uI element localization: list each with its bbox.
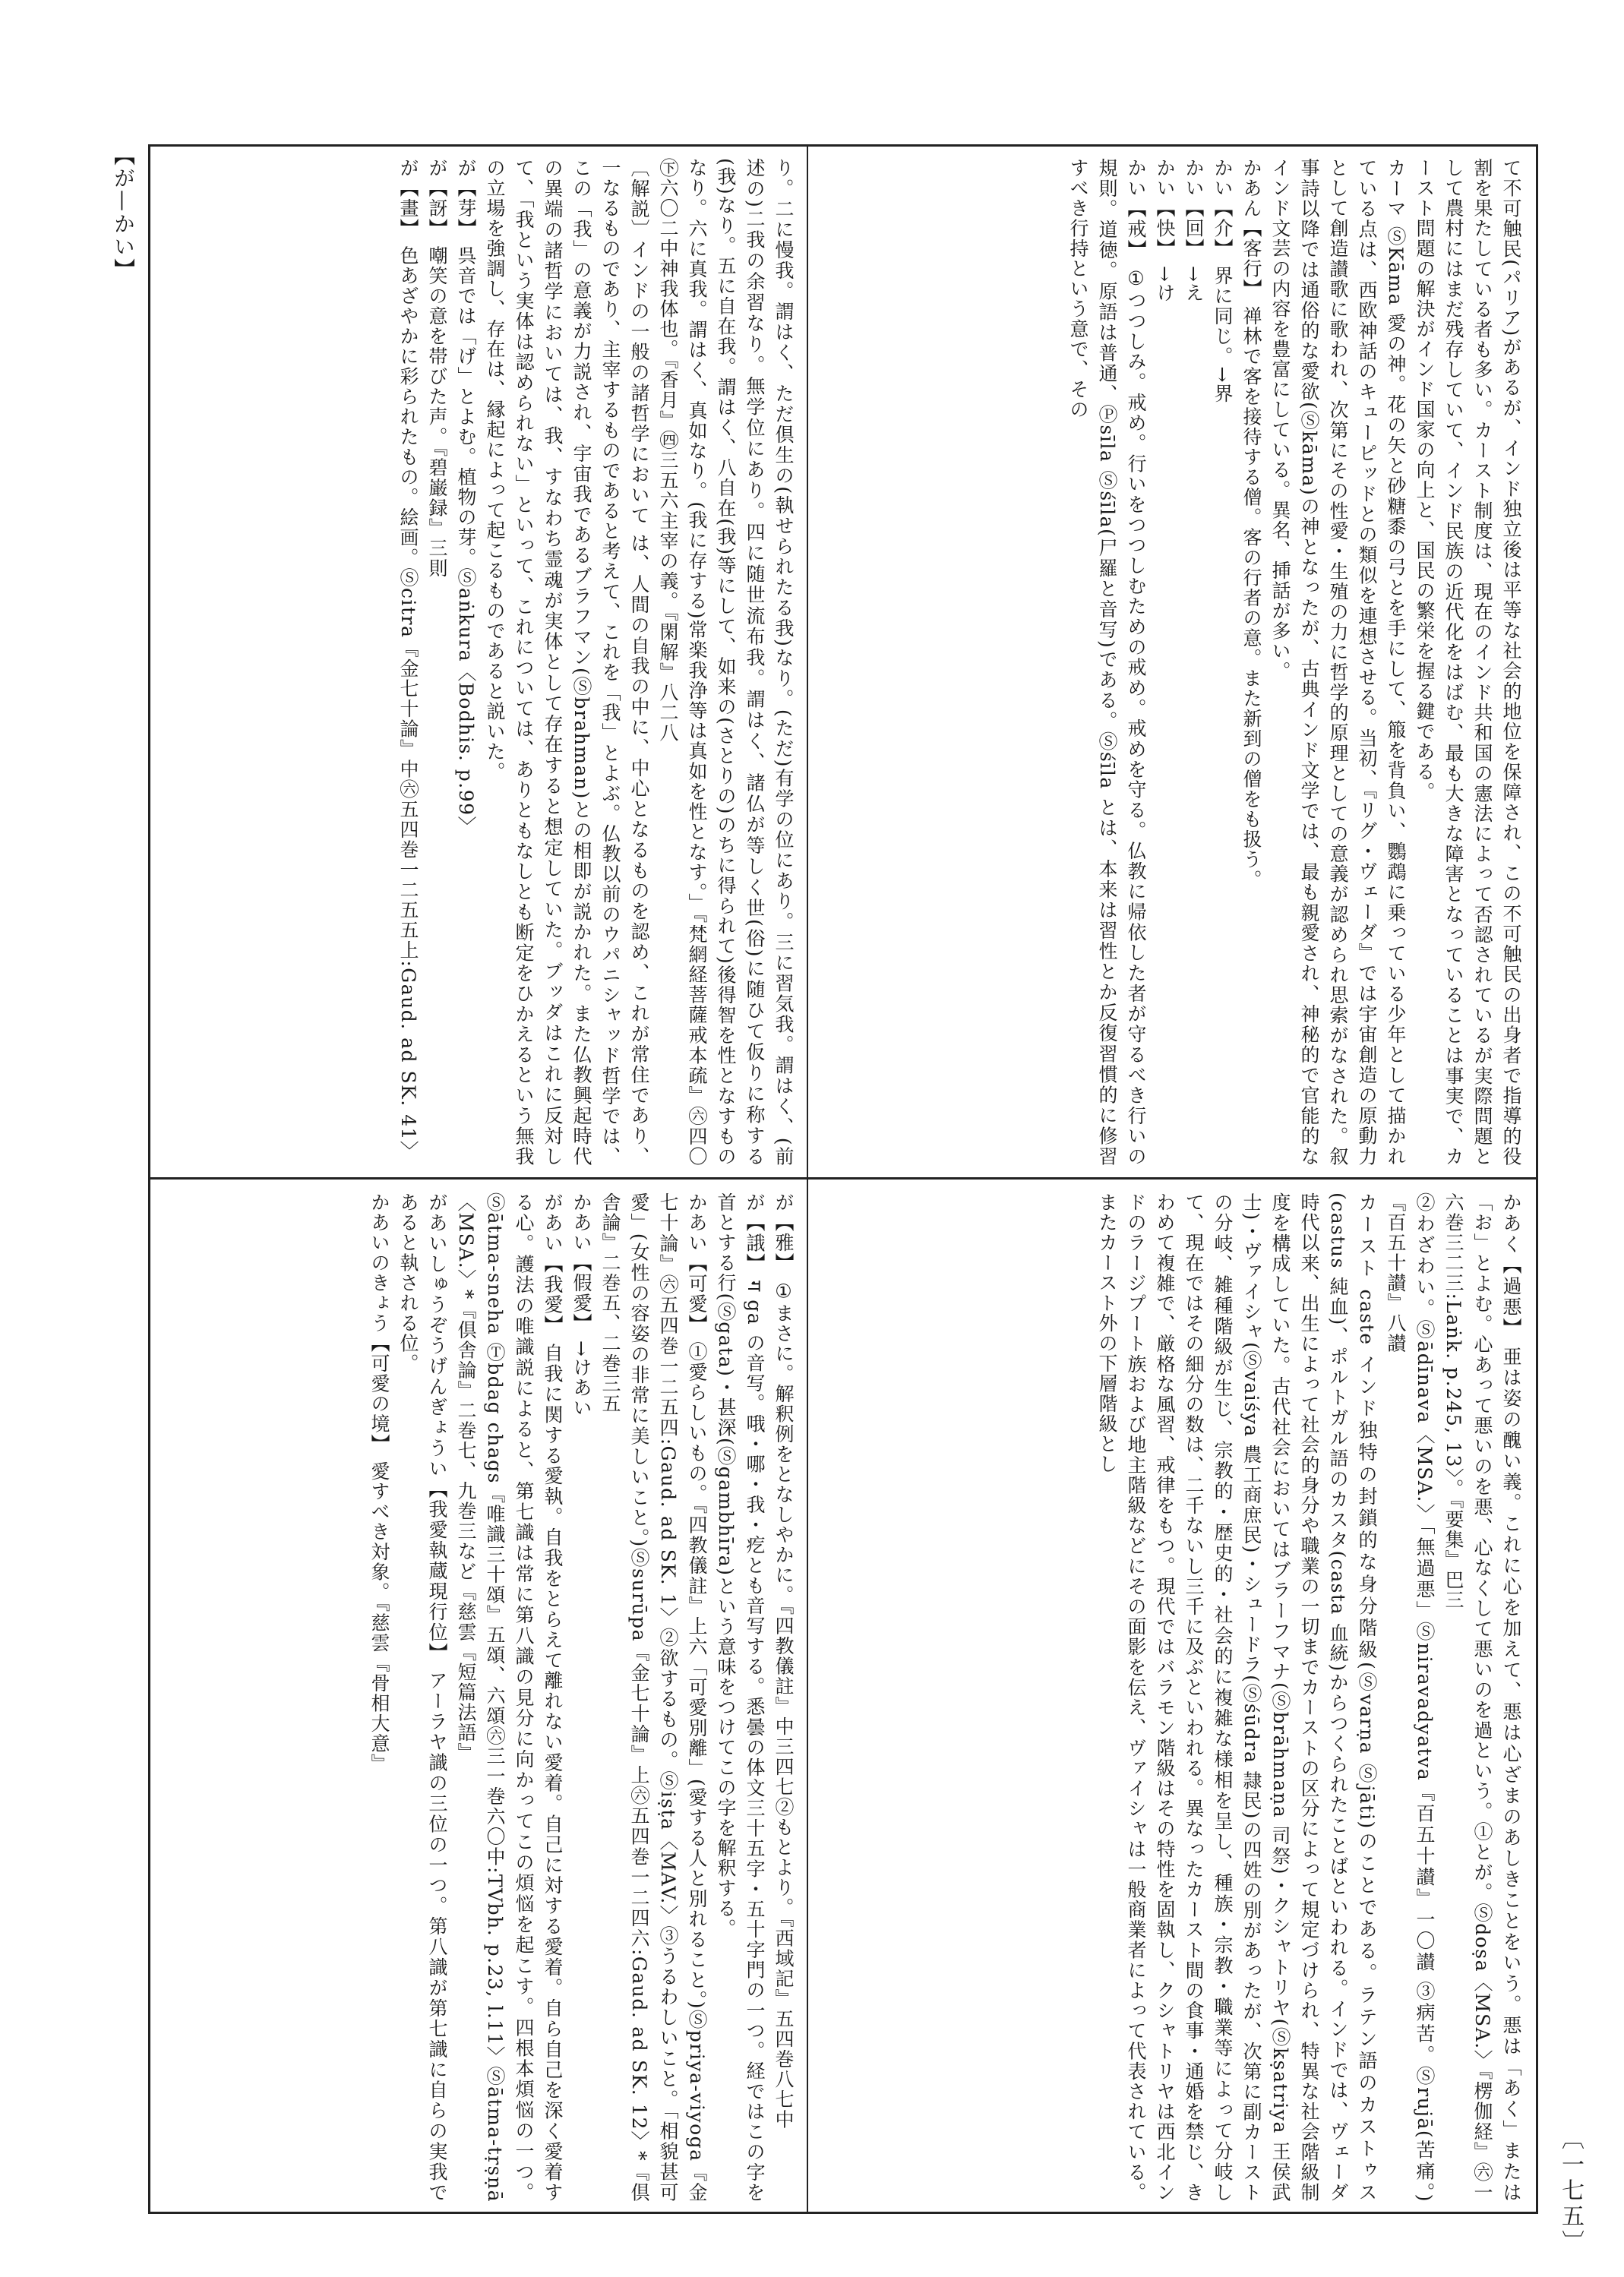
text-block: り。二に慢我。謂はく、ただ倶生の(執せられたる我)なり。(ただ)有学の位にあり。三に習気我。謂はく、(前述の)二我の余習なり。無学位にあり。四に随世流布我。謂はく、諸仏が等しく世(俗)に随ひて仮りに称する(我)なり。五に自在我。謂はく、八自在(我)等にして、如来の(さとりの)のちに得られて)後得智を性となすものなり。六に真我。謂はく、真如なり。(我に存する)常楽我浄等は真如を性となす。」『梵網経菩薩戒本疏』㊅四〇㊦六〇二中神我体也。『香月』㊃三五六主宰の義。『閑解』八二八 (657, 158, 795, 1167)
entry-kama: カーマ ⓈKāma 愛の神。花の矢と砂糖黍の弓とを手にして、箙を背負い、鸚鵡に乗っている少年として描かれている点は、西欧神話のキューピッドとの類似を連想させる。当初、『リグ・ヴェーダ』では宇宙創造の原動力として創造讃歌に歌われ、次第にその性愛・生殖の力に哲学的原理としての意義が認められ思索がなされた。叙事詩以降では通俗的な愛欲(Ⓢkāma)の神となったが、古典インド文学では、最も親愛され、神秘的で官能的なインド文芸の内容を豊富にしている。異名、挿話が多い。 (1269, 158, 1407, 1167)
vertical-divider-bottom (807, 1179, 808, 2214)
entry-kai-ke: かい【快】 →け (1154, 158, 1176, 303)
entry-kai-kai: かい【介】 界に同じ。→界 (1212, 158, 1234, 404)
column-bottom-left (161, 1192, 798, 2203)
entry-ga-e: が【畫】 色あざやかに彩られたもの。絵画。Ⓢcitra『金七十論』中㊅五四巻一二五五上:Gaud. ad SK. 41〉 (397, 158, 419, 1161)
text-block: て不可触民(パリア)があるが、インド独立後は平等な社会的地位を保障され、この不可触民の出身者で指導的役割を果たしている者も多い。カースト制度は、現在のインド共和国の憲法によって否認されているが実際問題として農村にはまだ残存していて、インド民族の近代化をはばむ、最も大きな障害となっていることは事実で、カースト問題の解決がインド国家の向上と、国民の繁栄を握る鍵である。 (1414, 158, 1522, 1167)
entry-kaan: かあん【客行】 禅林で客を接待する僧。客の行者の意。また新到の僧をも扱う。 (1240, 158, 1262, 890)
vertical-divider-top (807, 144, 808, 1177)
entry-kaai: かあい【可愛】 ①愛らしいもの。『四教儀註』上六「可愛別離」(愛する人と別れること。)Ⓢpriya-viyoga『金七十論』㊅五四巻一二五四:Gaud. ad SK. 1〉②欲するもの。Ⓢiṣṭa〈MAV.〉③うるわしいこと。「相貌甚可愛」(女性の容姿の非常に美しいこと。)Ⓢsurūpa『金七十論』上㊅五四巻一二四六:Gaud. ad SK. 12〉*『倶舎論』二巻五、二巻三五 (599, 1192, 708, 2203)
entry-kai-e: かい【回】 →え (1183, 158, 1205, 303)
entry-gaai: があい【我愛】 自我に関する愛執。自我をとらえて離れない愛着。自己に対する愛着。自ら自己を深く愛着する心。護法の唯識説によると、第七識は常に第八識の見分に向かってこの煩悩を起こす。四根本煩悩の一つ。Ⓢātma-sneha Ⓣbdag chags『唯識三十頌』五頌、六頌㊅三一巻六〇中:TVbh. p.23, l.11〉Ⓢātma-tṛṣṇā〈MSA.〉*『倶舎論』二巻七、九巻三など『慈雲『短篇法語』 (455, 1192, 564, 2203)
column-top-left (161, 158, 798, 1167)
column-top-right (819, 158, 1525, 1167)
entry-kaaku: かあく【過悪】 亜は姿の醜い義。これに心を加えて、悪は心ざまのあしきことをいう。悪は「あく」または「お」とよむ。心あって悪いのを悪、心なくして悪いのを過という。①とが。Ⓢdoṣa〈MSA.〉『楞伽経』㊅一六巻三二三:Laṅk. p.245, 13〉。『要集』巴三 (1442, 1192, 1522, 2203)
entry-kaai-ke: かあい【假愛】 →けあい (570, 1192, 592, 1418)
entry-ga-ga-syllable: が【誐】 ग ga の音写。哦・哪・我・疙とも音写する。悉曇の体文三十五字・五十字門の一つ。経ではこの字を首とする行(Ⓢgata)・甚深(Ⓢgambhīra)という意味をつけてこの字を解釈する。 (715, 1192, 766, 2203)
entry-kaaku-cont: ②わざわい。Ⓢādīnava〈MSA.〉「無過悪」Ⓢniravadyatva『百五十讃』一〇讃 ③病苦。Ⓢrujā(苦痛。)『百五十讃』八讃 (1385, 1192, 1436, 2203)
entry-ga-ga: が【訝】 嘲笑の意を帯びた声。『碧巌録』三則 (426, 158, 448, 579)
entry-kai-kai-precept: かい【戒】 ①つつしみ。戒め。行いをつつしむための戒め。戒めを守る。仏教に帰依した者が守るべき行いの規則。道徳。原語は普通、Ⓟsīla Ⓢśīla(尸羅と音写)である。Ⓢśīla とは、本来は習性とか反復習慣的に修習すべき行持という意で、その (1067, 158, 1147, 1167)
entry-kaainokyo: かあいのきょう【可愛の境】 愛すべき対象。『慈雲『骨相大意』 (368, 1192, 390, 1774)
commentary-block: 〔解説〕インドの一般の諸哲学において は、人間の自我の中に、中心となるものを認め、これが常住であり、一なるものであり、主宰するものであると考えて、これを「我」とよぶ。仏教以前のウパニシャッド哲学では、この「我」の意義が力説され、宇宙我であるブラフマン(Ⓢbrahman)との相即が説かれた。また仏教興起時代の異端の諸哲学においては、我、すなわち霊魂が実体として存在すると想定していた。ブッダはこれに反対して、「我という実体は認められない」といって、これについては、ありともなしとも断定をひかえるという無我の立場を強調し、存在は、縁起によって起こるものであると説いた。 (484, 158, 650, 1167)
horizontal-divider (148, 1177, 1538, 1180)
page-number: 〔一七五〕 (1557, 2127, 1584, 2256)
entry-caste: カースト caste インド独特の封鎖的な身分階級(Ⓢvarṇa Ⓢjāti)のことである。ラテン語のカストゥス(castus 純血)、ポルトガル語のカスタ(casta 血統)からつくられたことばといわれる。インドでは、ヴェーダ時代以来、出生によって社会的身分や職業の一切までカーストの区分によって規定づけられ、特異な社会階級制度を構成していた。古代社会においてはブラーフマナ(Ⓢbrāhmaṇa 司祭)・クシャトリヤ(Ⓢkṣatriya 王侯武士)・ヴァイシャ(Ⓢvaiśya 農工商庶民)・シュードラ(Ⓢśūdra 隷民)の四姓の別があったが、次第に副カーストの分岐、雑種階級が生じ、宗教的・歴史的・社会的に複雑な様相を呈し、種族・宗教・職業等によって分岐して、現在ではその細分の数は、二千ないし三千に及ぶといわれる。異なったカースト間の食事・通婚を禁じ、きわめて複雑で、厳格な風習、戒律をもつ。現代ではバラモン階級はその特性を固執し、クシャトリヤは西北インドのラージプート族および地主階級などにその面影を伝え、ヴァイシャは一般商業者によって代表されている。またカースト外の下層階級とし (1096, 1192, 1378, 2203)
entry-gaaishuzo: があいしゅうぞうげんぎょうい【我愛執蔵現行位】 アーラヤ識の三位の一つ。第八識が第七識に自らの実我であると執される位。 (397, 1192, 448, 2203)
running-head: 【が—かい】 (111, 144, 136, 281)
column-bottom-right (819, 1192, 1525, 2203)
entry-ga-ga-elegant: が【雅】 ①まさに。解釈例をとなしやかに。『四教儀註』中三四七②もとより。『西域記』五四巻八七中 (773, 1192, 795, 2130)
entry-ga-me: が【芽】 呉音では「げ」とよむ。植物の芽。Ⓢaṅkura〈Bodhis. p.99〉 (455, 158, 477, 837)
